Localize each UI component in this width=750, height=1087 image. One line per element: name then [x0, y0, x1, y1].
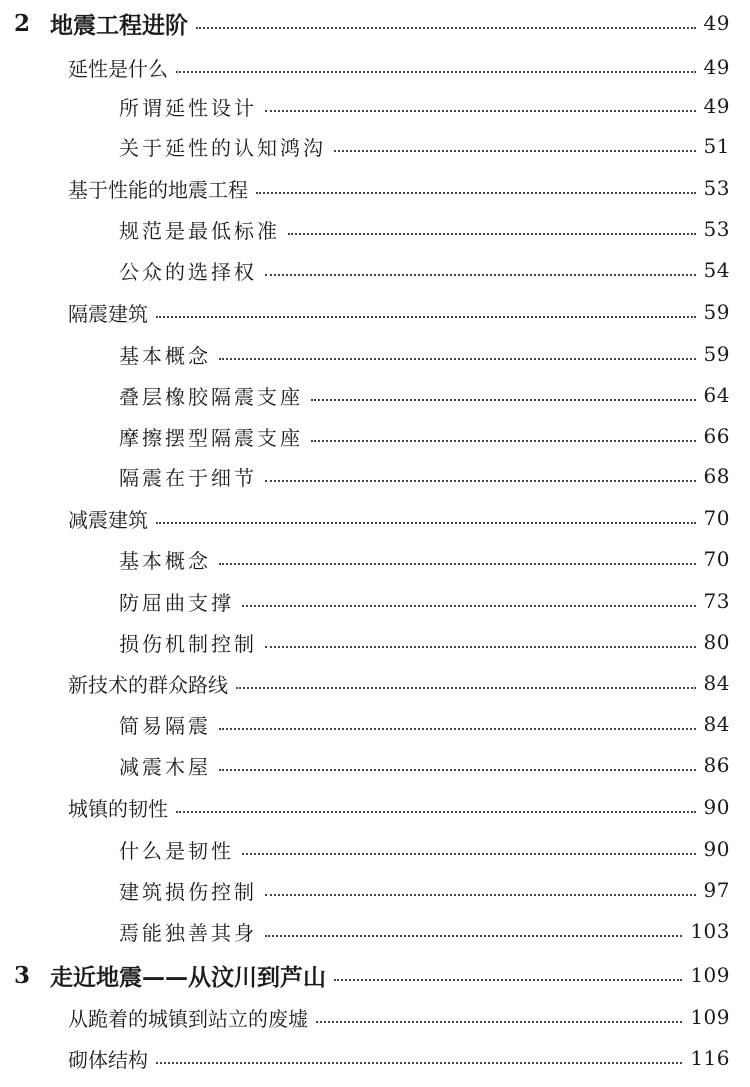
dot-leader	[311, 398, 696, 401]
toc-subsection[interactable]	[0, 539, 750, 579]
page-number: 84	[703, 712, 730, 736]
toc-subsection[interactable]	[0, 911, 750, 951]
toc-chapter-3[interactable]	[0, 955, 750, 995]
page-number: 70	[703, 506, 730, 530]
subsection-title: 摩擦摆型隔震支座	[119, 425, 303, 450]
page-number: 53	[703, 176, 730, 200]
page-number: 73	[703, 589, 730, 613]
subsection-title: 隔震在于细节	[119, 465, 257, 490]
subsection-title: 所谓延性设计	[119, 95, 257, 120]
toc-subsection[interactable]	[0, 829, 750, 869]
chapter-title: 地震工程进阶	[50, 12, 188, 39]
dot-leader	[334, 978, 682, 981]
page-number: 49	[703, 11, 730, 35]
section-title: 减震建筑	[68, 507, 148, 532]
page-number: 90	[703, 837, 730, 861]
dot-leader	[316, 1020, 682, 1023]
page-number: 90	[703, 795, 730, 819]
subsection-title: 基本概念	[119, 548, 211, 573]
subsection-title: 减震木屋	[119, 754, 211, 779]
toc-chapter-2[interactable]	[0, 3, 750, 43]
dot-leader	[219, 357, 696, 360]
dot-leader	[265, 479, 696, 482]
toc-subsection[interactable]	[0, 745, 750, 785]
subsection-title: 规范是最低标准	[119, 218, 280, 243]
toc-subsection[interactable]	[0, 622, 750, 662]
page-number: 109	[690, 963, 730, 987]
toc-section[interactable]	[0, 498, 750, 538]
page-number: 49	[703, 55, 730, 79]
section-title: 城镇的韧性	[68, 796, 168, 821]
toc-section[interactable]	[0, 997, 750, 1037]
page-number: 51	[703, 134, 730, 158]
dot-leader	[156, 315, 696, 318]
dot-leader	[265, 893, 696, 896]
page-number: 53	[703, 217, 730, 241]
page-number: 70	[703, 547, 730, 571]
toc-section[interactable]	[0, 168, 750, 208]
dot-leader	[265, 273, 696, 276]
page-number: 66	[703, 424, 730, 448]
toc-subsection[interactable]	[0, 416, 750, 456]
toc-subsection[interactable]	[0, 86, 750, 126]
chapter-title: 走近地震——从汶川到芦山	[50, 964, 326, 991]
dot-leader	[334, 149, 696, 152]
toc-subsection[interactable]	[0, 704, 750, 744]
page-number: 116	[690, 1046, 730, 1070]
section-title: 基于性能的地震工程	[68, 177, 248, 202]
dot-leader	[265, 645, 696, 648]
subsection-title: 损伤机制控制	[119, 631, 257, 656]
dot-leader	[265, 109, 696, 112]
toc-subsection[interactable]	[0, 456, 750, 496]
dot-leader	[219, 727, 696, 730]
subsection-title: 什么是韧性	[119, 838, 234, 863]
toc-subsection[interactable]	[0, 209, 750, 249]
dot-leader	[196, 26, 696, 29]
subsection-title: 焉能独善其身	[119, 920, 257, 945]
page-number: 59	[703, 300, 730, 324]
toc-section[interactable]	[0, 292, 750, 332]
dot-leader	[311, 439, 696, 442]
subsection-title: 关于延性的认知鸿沟	[119, 135, 326, 160]
dot-leader	[176, 70, 696, 73]
subsection-title: 简易隔震	[119, 713, 211, 738]
subsection-title: 建筑损伤控制	[119, 879, 257, 904]
page-number: 109	[690, 1005, 730, 1029]
page-number: 64	[703, 383, 730, 407]
subsection-title: 防屈曲支撑	[119, 590, 234, 615]
dot-leader	[236, 686, 696, 689]
dot-leader	[242, 604, 696, 607]
page-number: 49	[703, 94, 730, 118]
page-number: 103	[690, 919, 730, 943]
dot-leader	[219, 562, 696, 565]
section-title: 延性是什么	[68, 56, 168, 81]
chapter-number: 2	[14, 9, 31, 37]
page-number: 54	[703, 258, 730, 282]
toc-subsection[interactable]	[0, 334, 750, 374]
page-number: 97	[703, 878, 730, 902]
page-number: 86	[703, 753, 730, 777]
subsection-title: 叠层橡胶隔震支座	[119, 384, 303, 409]
chapter-number: 3	[14, 961, 31, 989]
toc-section[interactable]	[0, 663, 750, 703]
subsection-title: 公众的选择权	[119, 259, 257, 284]
dot-leader	[265, 934, 682, 937]
dot-leader	[219, 768, 696, 771]
dot-leader	[156, 521, 696, 524]
toc-subsection[interactable]	[0, 126, 750, 166]
toc-subsection[interactable]	[0, 250, 750, 290]
section-title: 从跪着的城镇到站立的废墟	[68, 1006, 308, 1031]
dot-leader	[156, 1061, 682, 1064]
page-number: 84	[703, 671, 730, 695]
toc-subsection[interactable]	[0, 581, 750, 621]
toc-subsection[interactable]	[0, 870, 750, 910]
toc-section[interactable]	[0, 47, 750, 87]
toc-section[interactable]	[0, 1038, 750, 1078]
page-number: 68	[703, 464, 730, 488]
section-title: 隔震建筑	[68, 301, 148, 326]
dot-leader	[176, 810, 696, 813]
page-number: 80	[703, 630, 730, 654]
page-number: 59	[703, 342, 730, 366]
subsection-title: 基本概念	[119, 343, 211, 368]
dot-leader	[242, 852, 696, 855]
toc-subsection[interactable]	[0, 375, 750, 415]
dot-leader	[288, 232, 696, 235]
dot-leader	[256, 191, 696, 194]
section-title: 砌体结构	[68, 1047, 148, 1072]
toc-section[interactable]	[0, 787, 750, 827]
section-title: 新技术的群众路线	[68, 672, 228, 697]
